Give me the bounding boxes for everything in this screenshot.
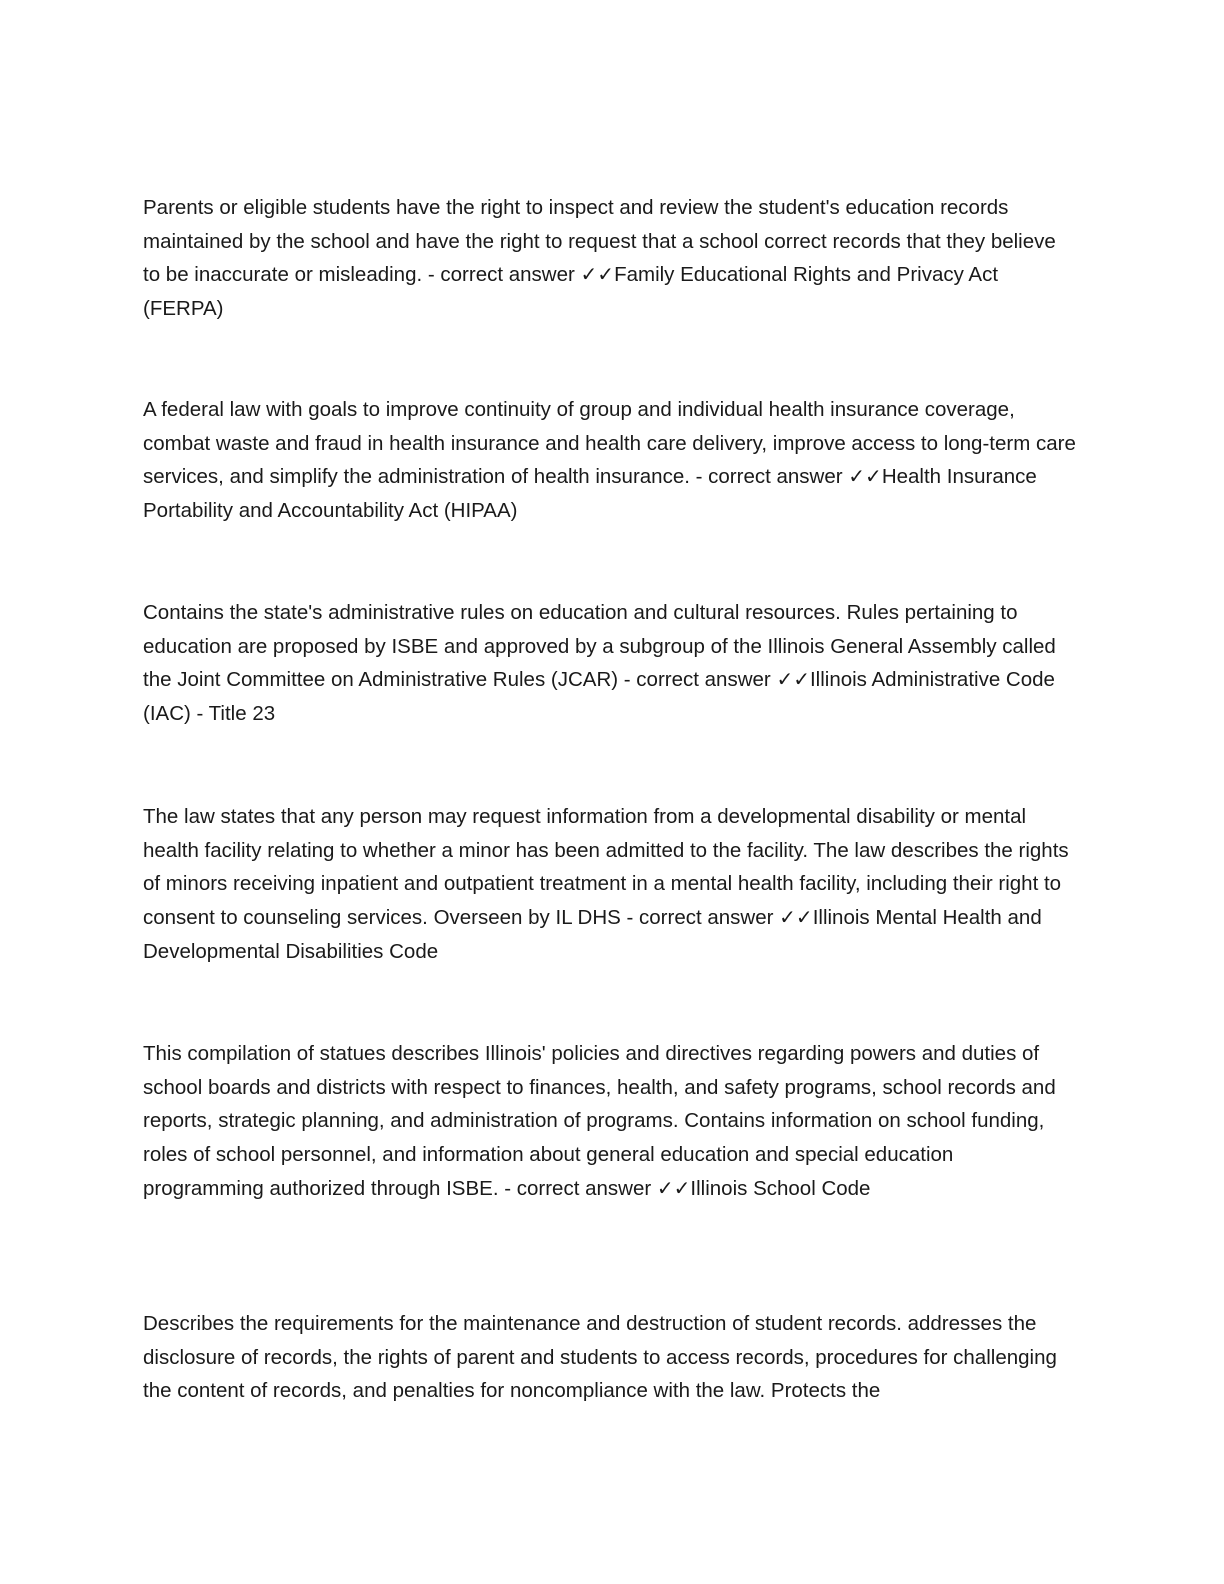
question-text: The law states that any person may request information from a developmental disability or mental health facility relating to whether a minor has been admitted to the facility. The law describes the rights of minors receiving inpatient and outpatient treatment in a mental health facility, including their right to consent to counseling services. Overseen by IL DHS xyxy=(143,805,1069,930)
answer-separator: - correct answer xyxy=(618,668,777,692)
checkmark-icon: ✓✓ xyxy=(779,905,813,930)
question-text: Describes the requirements for the maintenance and destruction of student records. addresses the disclosure of records, the rights of parent and students to access records, procedures for challenging the content of records, and penalties for noncompliance with the law. Protects the xyxy=(143,1312,1057,1403)
qa-entry xyxy=(143,393,1078,528)
qa-entry xyxy=(143,1307,1078,1408)
answer-separator: - correct answer xyxy=(422,263,581,287)
question-text: Contains the state's administrative rules on education and cultural resources. Rules pertaining to education are proposed by ISBE and approved by a subgroup of the Illinois General Assembly called the Joint Committee on Administrative Rules (JCAR) xyxy=(143,601,1056,692)
checkmark-icon: ✓✓ xyxy=(848,464,882,489)
question-text: Parents or eligible students have the right to inspect and review the student's education records maintained by the school and have the right to request that a school correct records that they believe to be inaccurate or misleading. xyxy=(143,196,1056,287)
qa-entry xyxy=(143,191,1078,326)
question-text: This compilation of statues describes Illinois' policies and directives regarding powers and duties of school boards and districts with respect to finances, health, and safety programs, school records and reports, strategic planning, and administration of programs. Contains information on school funding, roles of school personnel, and information about general education and special education programming authorized through ISBE. xyxy=(143,1042,1056,1200)
checkmark-icon: ✓✓ xyxy=(580,262,615,287)
checkmark-icon: ✓✓ xyxy=(776,667,810,692)
answer-separator: - correct answer xyxy=(620,906,780,930)
answer-text: Illinois Administrative Code (IAC) - Title 23 xyxy=(143,668,1055,726)
qa-entry xyxy=(143,800,1078,969)
answer-separator: - correct answer xyxy=(498,1176,657,1200)
answer-text: Family Educational Rights and Privacy Act (FERPA) xyxy=(143,263,999,321)
qa-entry xyxy=(143,1037,1078,1206)
answer-text: Illinois School Code xyxy=(690,1176,871,1200)
answer-text: Health Insurance Portability and Accountability Act (HIPAA) xyxy=(143,465,1037,523)
answer-separator: - correct answer xyxy=(689,465,849,489)
question-text: A federal law with goals to improve continuity of group and individual health insurance coverage, combat waste and fraud in health insurance and health care delivery, improve access to long-term care services, and simplify the administration of health insurance. xyxy=(143,398,1076,489)
checkmark-icon: ✓✓ xyxy=(656,1175,691,1200)
answer-text: Illinois Mental Health and Developmental Disabilities Code xyxy=(143,906,1042,963)
qa-entry xyxy=(143,596,1078,731)
